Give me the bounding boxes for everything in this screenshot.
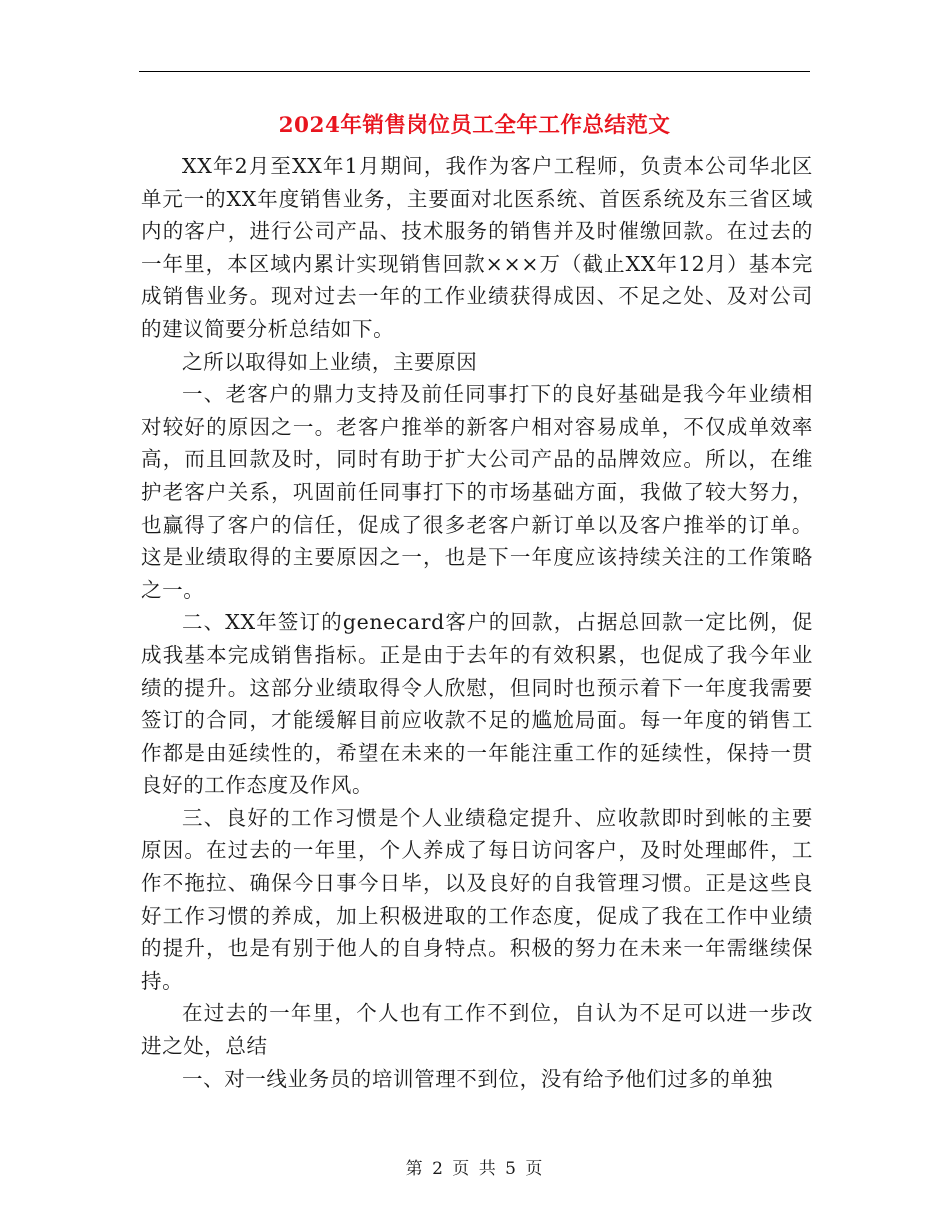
document-title: 2024年销售岗位员工全年工作总结范文 xyxy=(278,113,671,138)
header-rule xyxy=(139,71,810,72)
page-number-footer: 第 2 页 共 5 页 xyxy=(405,1159,545,1179)
paragraph-intro: XX年2月至XX年1月期间，我作为客户工程师，负责本公司华北区单元一的XX年度销售业务，主要面对北医系统、首医系统及东三省区域内的客户，进行公司产品、技术服务的销售并及时催缴回款。在过去的一年里，本区域内累计实现销售回款×××万（截止XX年12月）基本完成销售业务。现对过去一年的工作业绩获得成因、不足之处、及对公司的建议简要分析总结如下。 xyxy=(141,154,813,341)
paragraph-shortcoming-1: 一、对一线业务员的培训管理不到位，没有给予他们过多的单独 xyxy=(182,1066,773,1091)
paragraph-reasons-heading: 之所以取得如上业绩，主要原因 xyxy=(182,349,478,374)
paragraph-reason-2: 二、XX年签订的genecard客户的回款，占据总回款一定比例，促成我基本完成销售指标。正是由于去年的有效积累，也促成了我今年业绩的提升。这部分业绩取得令人欣慰，但同时也预示着下一年度我需要签订的合同，才能缓解目前应收款不足的尴尬局面。每一年度的销售工作都是由延续性的，希望在未来的一年能注重工作的延续性，保持一贯良好的工作态度及作风。 xyxy=(141,610,813,798)
paragraph-reason-3: 三、良好的工作习惯是个人业绩稳定提升、应收款即时到帐的主要原因。在过去的一年里，个人养成了每日访问客户，及时处理邮件，工作不拖拉、确保今日事今日毕，以及良好的自我管理习惯。正是这些良好工作习惯的养成，加上积极进取的工作态度，促成了我在工作中业绩的提升，也是有别于他人的自身特点。积极的努力在未来一年需继续保持。 xyxy=(141,805,813,993)
paragraph-shortcomings-heading: 在过去的一年里，个人也有工作不到位，自认为不足可以进一步改进之处，总结 xyxy=(141,1001,813,1059)
document-body xyxy=(141,150,813,1095)
paragraph-reason-1: 一、老客户的鼎力支持及前任同事打下的良好基础是我今年业绩相对较好的原因之一。老客户推举的新客户相对容易成单，不仅成单效率高，而且回款及时，同时有助于扩大公司产品的品牌效应。所以，在维护老客户关系，巩固前任同事打下的市场基础方面，我做了较大努力，也赢得了客户的信任，促成了很多老客户新订单以及客户推举的订单。这是业绩取得的主要原因之一，也是下一年度应该持续关注的工作策略之一。 xyxy=(141,382,813,602)
